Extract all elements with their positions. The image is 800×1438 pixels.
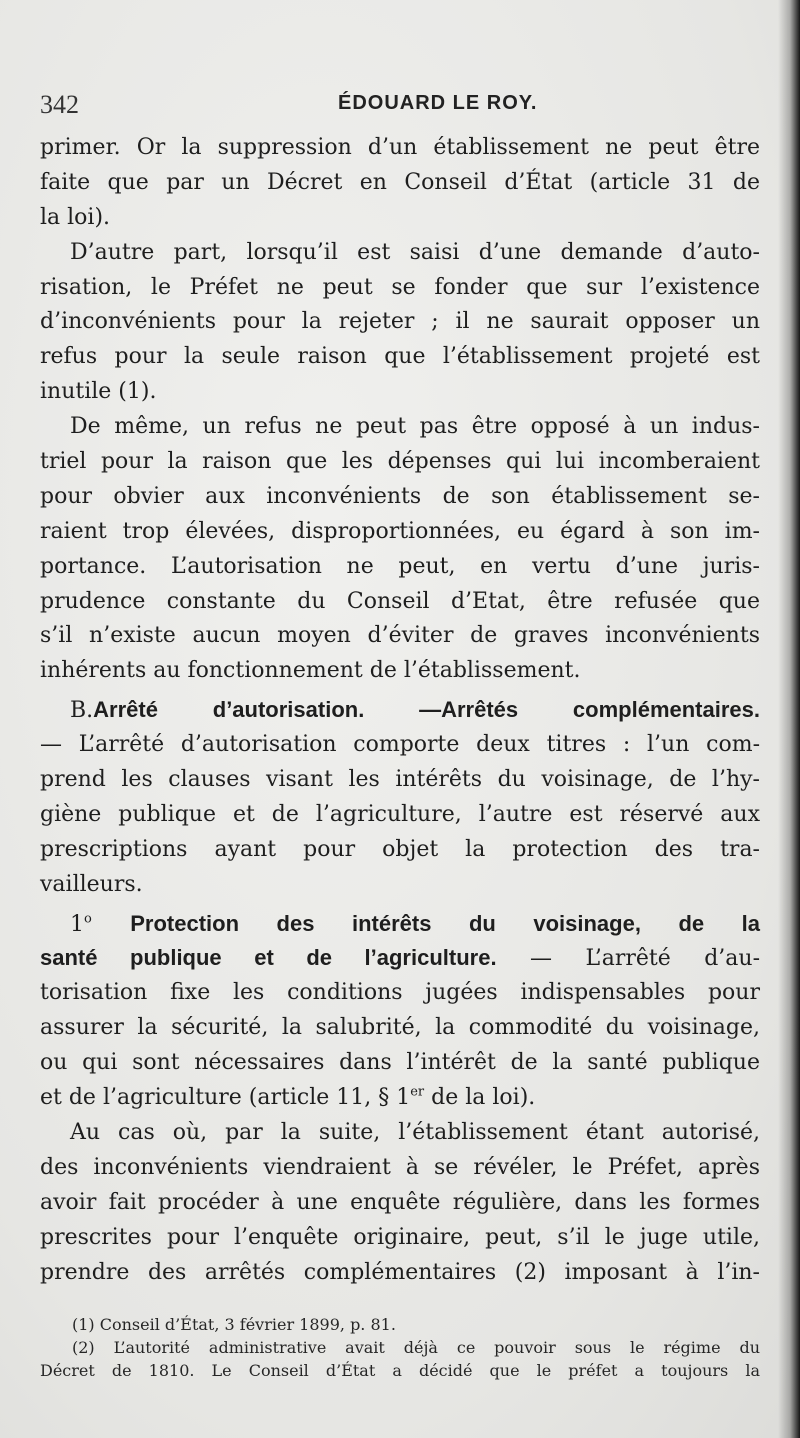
text-line: giène publique et de l’agriculture, l’autre est réservé aux <box>40 801 760 827</box>
text-line: triel pour la raison que les dépenses qui lui incomberaient <box>40 449 760 475</box>
section-letter: B. <box>70 698 94 724</box>
footnote-1: (1) Conseil d’État, 3 février 1899, p. 81. <box>72 1315 396 1334</box>
page-number: 342 <box>40 90 79 119</box>
section-heading-b <box>40 693 760 728</box>
text-line: prescrites pour l’enquête originaire, peut, s’il le juge utile, <box>40 1224 760 1250</box>
text-fragment: de la loi). <box>424 1085 536 1111</box>
text-line <box>40 1081 760 1116</box>
text-line: portance. L’autorisation ne peut, en vertu d’une juris- <box>40 553 760 579</box>
text-line: ou qui sont nécessaires dans l’intérêt de la santé publique <box>40 1050 760 1076</box>
subsection-title: Protection des intérêts du voisinage, de la <box>130 910 760 936</box>
text-line: De même, un refus ne peut pas être opposé à un indus- <box>70 414 760 440</box>
subsection-title-cont: santé publique et de l’agriculture. <box>40 945 497 971</box>
page-binding-shadow <box>778 0 800 1438</box>
section-title: Arrêté d’autorisation. —Arrêtés complémentaires. <box>93 697 760 723</box>
footnotes <box>40 1313 760 1382</box>
text-line: vailleurs. <box>40 871 143 897</box>
text-line: des inconvénients viendraient à se révéler, le Préfet, après <box>40 1154 760 1180</box>
page-header <box>40 88 760 128</box>
text-line: primer. Or la suppression d’un établissement ne peut être <box>40 135 760 160</box>
text-line: avoir fait procéder à une enquête régulière, dans les formes <box>40 1189 760 1215</box>
text-line: D’autre part, lorsqu’il est saisi d’une demande d’auto- <box>70 239 760 265</box>
text-line: risation, le Préfet ne peut se fonder que sur l’existence <box>40 274 760 300</box>
text-line: assurer la sécurité, la salubrité, la commodité du voisinage, <box>40 1015 760 1041</box>
text-line: raient trop élevées, disproportionnées, eu égard à son im- <box>40 518 760 544</box>
subsection-number: 1 <box>70 911 84 937</box>
text-line <box>40 941 760 976</box>
text-line: — L’arrêté d’autorisation comporte deux titres : l’un com- <box>40 732 760 758</box>
subsection-number-sup: o <box>84 911 92 927</box>
text-line: prendre des arrêtés complémentaires (2) imposant à l’in- <box>40 1259 760 1285</box>
text-line: inutile (1). <box>40 379 157 405</box>
text-fragment: — L’arrêté d’au- <box>530 946 761 972</box>
text-line: faite que par un Décret en Conseil d’État (article 31 de <box>40 169 760 195</box>
text-fragment: et de l’agriculture (article 11, § 1 <box>40 1085 411 1111</box>
text-line: torisation fixe les conditions jugées indispensables pour <box>40 980 760 1006</box>
subsection-heading <box>40 907 760 942</box>
text-line: la loi). <box>40 204 111 230</box>
text-line: s’il n’existe aucun moyen d’éviter de graves inconvénients <box>40 623 760 649</box>
text-line: d’inconvénients pour la rejeter ; il ne saurait opposer un <box>40 309 760 335</box>
superscript: er <box>410 1084 425 1100</box>
text-line: refus pour la seule raison que l’établissement projeté est <box>40 344 760 370</box>
footnote-2-cont: Décret de 1810. Le Conseil d’État a décidé que le préfet a toujours la <box>40 1361 760 1380</box>
running-head: ÉDOUARD LE ROY. <box>338 92 538 114</box>
footnote-2: (2) L’autorité administrative avait déjà ce pouvoir sous le régime du <box>72 1338 760 1357</box>
main-text <box>40 131 760 1290</box>
text-line: pour obvier aux inconvénients de son établissement se- <box>40 483 760 509</box>
text-line: Au cas où, par la suite, l’établissement étant autorisé, <box>70 1119 760 1145</box>
text-line: prend les clauses visant les intérêts du voisinage, de l’hy- <box>40 767 760 793</box>
text-line: inhérents au fonctionnement de l’établissement. <box>40 658 581 684</box>
text-line: prescriptions ayant pour objet la protection des tra- <box>40 836 760 862</box>
text-line: prudence constante du Conseil d’Etat, être refusée que <box>40 588 760 614</box>
